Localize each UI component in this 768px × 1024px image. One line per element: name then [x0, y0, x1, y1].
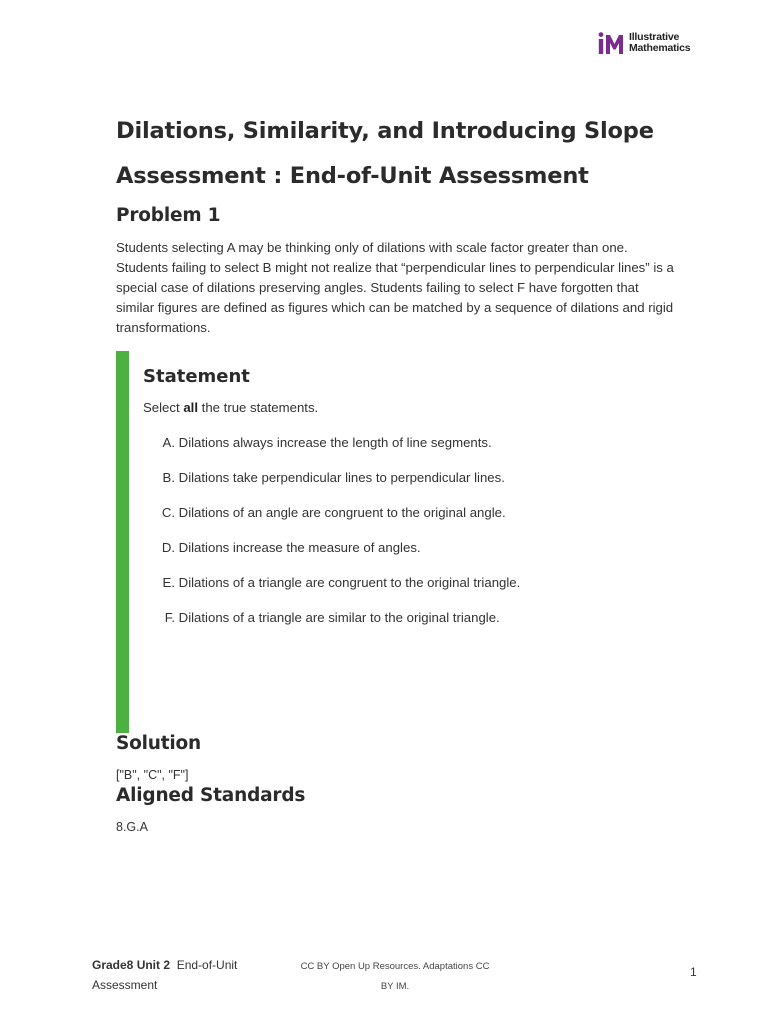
page-title-line-2: Assessment : End-of-Unit Assessment — [116, 163, 589, 189]
option-letter: E. — [162, 575, 175, 590]
option-letter: A. — [162, 435, 175, 450]
footer-doc-part-2: Assessment — [92, 978, 158, 992]
problem-commentary: Students selecting A may be thinking only of dilations with scale factor greater than one. Students failing to select B might not realize that “perpendicular lines to perpendicular lines” is a special case of dilations preserving angles. Students failing to select F have forgotten that similar figures are defined as figures which can be matched by a sequence of dilations and rigid transformations. — [116, 240, 674, 335]
option-b — [159, 470, 505, 485]
footer-document-info — [92, 955, 262, 995]
option-letter: C. — [161, 505, 175, 520]
logo-line-1: Illustrative — [629, 31, 680, 43]
instructions-emphasis: all — [183, 400, 198, 415]
footer-doc-part-1: End-of-Unit — [176, 958, 238, 972]
option-c — [159, 505, 506, 520]
option-d — [159, 540, 421, 555]
statement-heading: Statement — [143, 366, 250, 387]
illustrative-mathematics-logo — [598, 32, 690, 54]
aligned-standards-heading: Aligned Standards — [116, 785, 306, 806]
logo-line-2: Mathematics — [629, 42, 691, 54]
option-text: Dilations take perpendicular lines to perpendicular lines. — [178, 470, 505, 485]
solution-heading: Solution — [116, 733, 202, 754]
option-text: Dilations of a triangle are similar to the original triangle. — [178, 610, 500, 625]
problem-heading: Problem 1 — [116, 205, 221, 226]
option-text: Dilations increase the measure of angles. — [178, 540, 421, 555]
instructions-prefix: Select — [143, 400, 184, 415]
logo-wordmark — [629, 32, 690, 54]
instructions-suffix: the true statements. — [198, 400, 319, 415]
option-text: Dilations of a triangle are congruent to the original triangle. — [178, 575, 521, 590]
option-text: Dilations always increase the length of line segments. — [178, 435, 492, 450]
statement-accent-bar — [116, 351, 129, 733]
option-f — [159, 610, 500, 625]
footer-license — [292, 957, 498, 997]
option-e — [159, 575, 520, 590]
option-letter: D. — [161, 540, 175, 555]
footer-license-line-2: BY IM. — [380, 981, 410, 992]
aligned-standards-value: 8.G.A — [116, 820, 148, 834]
option-letter: B. — [162, 470, 175, 485]
option-text: Dilations of an angle are congruent to the original angle. — [178, 505, 506, 520]
option-letter: F. — [164, 610, 175, 625]
page-title-line-1: Dilations, Similarity, and Introducing Slope — [116, 118, 654, 144]
statement-instructions — [143, 400, 318, 415]
statement-section — [116, 351, 676, 733]
option-a — [159, 435, 492, 450]
page-number: 1 — [690, 965, 697, 979]
solution-value: ["B", "C", "F"] — [116, 768, 189, 782]
im-logo-icon — [598, 32, 624, 54]
footer-license-line-1: CC BY Open Up Resources. Adaptations CC — [300, 961, 490, 972]
footer-course: Grade8 Unit 2 — [92, 958, 171, 972]
